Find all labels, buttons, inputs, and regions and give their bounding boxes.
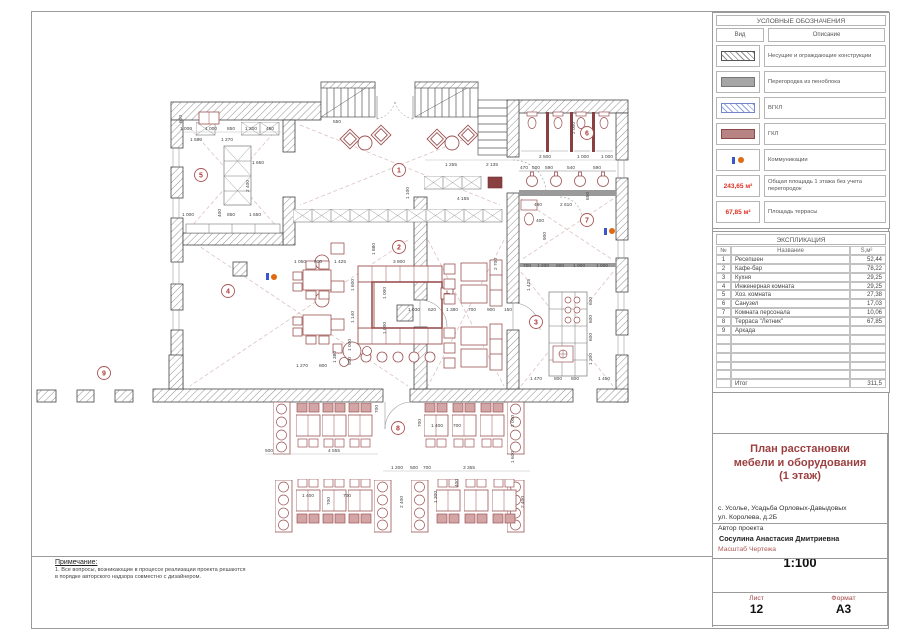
dimension-label: 700 [342,494,352,499]
area-value: 67,85 м² [725,208,751,216]
dimension-label: 1 000 [600,155,614,160]
room-marker-number: 7 [585,217,589,225]
dimension-label: 800 [313,260,323,265]
note-line-2: в порядке авторского надзора совместно с дизайнером. [55,574,202,580]
room-marker-number: 4 [226,288,230,296]
dimension-label: 700 [467,308,477,313]
dimension-label: 2 500 [538,155,552,160]
dimension-label: 850 [226,127,236,132]
dimension-label: 1 000 [204,127,218,132]
total-value: 311,5 [850,379,886,388]
legend-row [716,175,886,197]
table-row: 9 Аркада [716,326,886,335]
author-label: Автор проекта [718,524,764,532]
legend-row [716,71,886,93]
explication-title: ЭКСПЛИКАЦИЯ [716,234,886,245]
scale-value: 1:100 [783,554,817,570]
table-row [716,344,886,353]
dimension-label: 1 425 [527,278,532,292]
legend-desc: Несущие и ограждающие конструкции [764,45,886,67]
format-cell [800,591,887,625]
format-value: А3 [835,602,852,616]
dimension-label: 1 425 [333,260,347,265]
dimension-label: 2 000 [511,414,516,428]
dimension-label: 500 [531,166,541,171]
dimension-label: 500 [409,466,419,471]
dimension-label: 1 200 [244,127,258,132]
title-block [712,433,888,626]
dimension-label: 1 030 [407,308,421,313]
dimension-label: 2 610 [559,203,573,208]
dimension-label: 600 [589,332,594,342]
dimension-label: 3 355 [462,466,476,471]
room-marker-number: 1 [397,167,401,175]
dimension-label: 2 400 [400,495,405,509]
dimension-label: 2 400 [246,179,251,193]
dimension-label: 450 [265,127,275,132]
comm-blue-icon [732,157,735,164]
legend-panel [712,12,890,229]
dimension-label: 850 [226,213,236,218]
explication-header [716,246,886,255]
area-value: 243,65 м² [723,182,753,190]
dimension-label: 400 [535,219,545,224]
dimension-label: 1 400 [301,494,315,499]
dimension-label: 4 155 [456,197,470,202]
legend-col-desc: Описание [768,28,885,42]
dimension-label: 1 000 [383,286,388,300]
total-label: Итог [731,379,850,388]
dimension-label: 1 000 [383,321,388,335]
table-row: 1 Ресепшен 52,44 [716,255,886,264]
communications-icon [716,149,760,171]
sheet-format-row [713,591,887,625]
dimension-label: 1 450 [597,377,611,382]
dimension-label: 1 470 [529,377,543,382]
room-marker-number: 3 [534,319,538,327]
legend-row [716,123,886,145]
hatch-gray-swatch [721,51,755,61]
solid-rose-swatch [721,129,755,139]
dimension-label: 1 200 [589,352,594,366]
dimension-label: 2 000 [572,121,577,135]
legend-row [716,45,886,67]
format-label: Формат [831,595,856,602]
dimension-label: 1 650 [251,161,265,166]
hatch-blue-swatch [721,103,755,113]
dimension-label: 700 [418,418,423,428]
dimension-label: 900 [486,308,496,313]
comm-orange-icon [738,157,744,163]
table-row: 8 Терраса "Летник" 67,85 [716,317,886,326]
table-row: 3 Кухня 29,25 [716,273,886,282]
dimension-label: 700 [327,496,332,506]
dimension-label: 1 300 [434,490,439,504]
sheet-title: План расстановки мебели и оборудования (1 этаж) [733,443,867,482]
dimension-label: 2 400 [521,495,526,509]
room-marker-number: 9 [102,370,106,378]
col-area: S,м² [850,246,886,255]
dimension-label: 1 650 [248,213,262,218]
dimension-label: 600 [179,114,184,124]
legend-desc: Перегородка из пеноблока [764,71,886,93]
dimension-label: 1 600 [511,450,516,464]
dimension-label: 540 [566,166,576,171]
legend-desc: Коммуникации [764,149,886,171]
legend-desc: Общая площадь 1 этажа без учета перегородок [764,175,886,197]
legend-desc: ГКЛ [764,123,886,145]
dimension-label: 150 [503,308,513,313]
explication-rows [716,255,886,379]
dimension-label: 1 000 [179,127,193,132]
dimension-label: 590 [544,166,554,171]
dimension-label: 1 255 [444,163,458,168]
note-block [55,559,415,581]
explication-total-row [716,379,886,388]
dimension-label: 3 800 [392,260,406,265]
legend-row [716,97,886,119]
dimension-label: 400 [455,478,460,488]
dimension-label: 1 000 [576,155,590,160]
explication-panel [712,231,890,393]
dimension-label: 700 [522,264,532,269]
table-row [716,335,886,344]
room-marker-number: 6 [585,130,589,138]
dimension-label: 2 135 [485,163,499,168]
legend-row [716,149,886,171]
dimension-label: 1 580 [189,138,203,143]
table-row: 2 Кафе-бар 78,22 [716,264,886,273]
dimension-label: 1 270 [295,364,309,369]
table-row [716,362,886,371]
dimension-label: 800 [318,364,328,369]
dimension-label: 800 [553,377,563,382]
dimension-label: 620 [427,308,437,313]
dimension-label: 650 [586,191,591,201]
dimension-label: 1 000 [181,213,195,218]
dimension-label: 4 555 [327,449,341,454]
table-row: 6 Санузел 17,03 [716,299,886,308]
table-row [716,370,886,379]
table-row [716,353,886,362]
dimension-label: 1 100 [406,186,411,200]
table-row: 4 Инженерная комната 29,25 [716,282,886,291]
dimension-label: 900 [543,231,548,241]
solid-gray-swatch [721,77,755,87]
col-name: Название [731,246,850,255]
dimension-label: 800 [570,377,580,382]
dimension-label: 600 [555,264,565,269]
dimension-label: 1 270 [220,138,234,143]
dimension-label: 500 [348,356,353,366]
sheet-value: 12 [749,602,764,616]
room-marker-number: 5 [199,172,203,180]
dimension-label: 1 000 [595,264,609,269]
table-row: 5 Хоз. комната 27,38 [716,290,886,299]
project-address: с. Усолье, Усадьба Орловых-Давыдовых ул. Королева, д.2Б [718,504,847,521]
sheet-cell [713,591,800,625]
dimension-label: 1 050 [293,260,307,265]
table-row: 7 Комната персонала 10,06 [716,308,886,317]
scale-label: Масштаб Чертежа [718,545,776,553]
note-line-1: 1. Все вопросы, возникающие в процессе реализации проекта решаются [55,567,246,573]
legend-col-view: Вид [716,28,764,42]
dimension-label: 700 [422,466,432,471]
dimension-label: 1 400 [430,424,444,429]
dimension-label: 1 600 [351,278,356,292]
room-marker-number: 8 [396,425,400,433]
dimension-label: 600 [589,314,594,324]
dimension-label: 600 [589,296,594,306]
dimension-label: 1 000 [348,338,353,352]
dimension-label: 550 [332,120,342,125]
room-marker-number: 2 [397,244,401,252]
dimension-label: 1 880 [372,242,377,256]
dimension-label: 1 380 [333,350,338,364]
legend-desc: Площадь террасы [764,201,886,223]
dimension-label: 1 200 [536,264,550,269]
dimension-label: 500 [264,449,274,454]
note-separator [31,556,712,557]
legend-title: УСЛОВНЫЕ ОБОЗНАЧЕНИЯ [716,15,886,26]
dimension-label: 400 [218,208,223,218]
col-num: № [716,246,731,255]
legend-row [716,201,886,223]
dimension-label: 700 [375,404,380,414]
dimension-label: 1 140 [351,310,356,324]
dimension-label: 470 [519,166,529,171]
legend-desc: ВГКЛ [764,97,886,119]
dimension-label: 700 [452,424,462,429]
author-name: Сосулина Анастасия Дмитриевна [719,533,840,543]
dimension-label: 590 [592,166,602,171]
dimension-label: 2 700 [494,257,499,271]
dimension-label: 1 200 [390,466,404,471]
dimension-label: 490 [533,203,543,208]
note-title: Примечание: [55,559,98,566]
sheet-label: Лист [749,595,764,602]
dimension-label: 1 380 [445,308,459,313]
dimension-label: 1 000 [572,264,586,269]
